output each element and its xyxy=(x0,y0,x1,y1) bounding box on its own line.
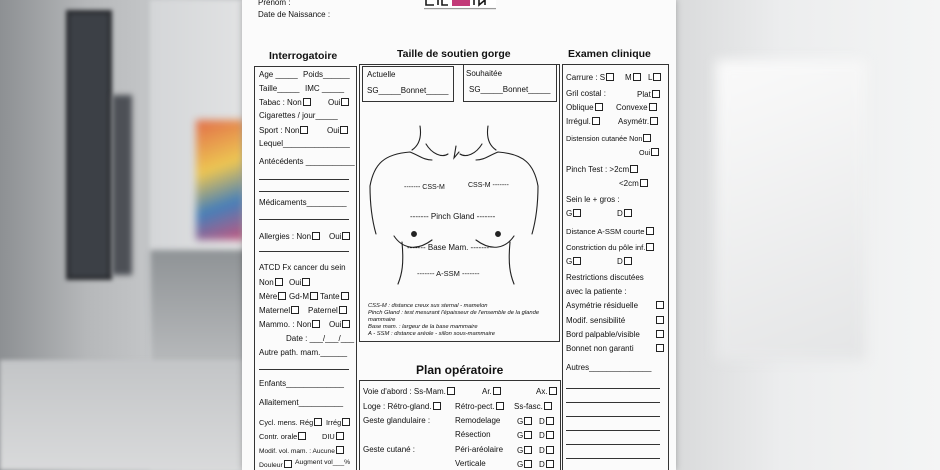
lequel-field[interactable]: Lequel_______________ xyxy=(259,139,350,148)
geste-glandulaire-label: Geste glandulaire : xyxy=(363,416,431,425)
tabac-label: Tabac : Non xyxy=(259,98,311,107)
background-picture-frame xyxy=(66,10,112,280)
voie-ssmam-checkbox[interactable] xyxy=(447,387,455,395)
sein-d-checkbox[interactable] xyxy=(624,209,632,217)
resection-d-label: D xyxy=(539,431,554,440)
peri-d-label: D xyxy=(539,446,554,455)
carrure-l-label: L xyxy=(648,73,661,82)
legend-line: Pinch Gland : test mesurant l'épaisseur de l'ensemble de la glande xyxy=(368,310,540,316)
background-floor xyxy=(0,360,250,470)
antecedents-line xyxy=(259,191,349,192)
constriction-label: Constriction du pôle inf. xyxy=(566,243,654,252)
resection-d-checkbox[interactable] xyxy=(546,431,554,439)
loge-retro-pect-checkbox[interactable] xyxy=(496,402,504,410)
modif-aucune-checkbox[interactable] xyxy=(336,446,344,454)
css-m-right-label: CSS-M ------- xyxy=(468,182,509,189)
imc-field[interactable]: IMC _____ xyxy=(305,84,345,93)
allergies-label: Allergies : Non xyxy=(259,232,320,241)
mammo-label: Mammo. : Non xyxy=(259,320,320,329)
souhaitee-size-field[interactable]: SG_____Bonnet_____ xyxy=(469,85,551,94)
contr-orale-checkbox[interactable] xyxy=(298,432,306,440)
peri-g-label: G xyxy=(517,446,532,455)
sein-gros-label: Sein le + gros : xyxy=(566,195,620,204)
background-doorway xyxy=(112,95,132,275)
plan-operatoire-title: Plan opératoire xyxy=(416,363,504,377)
mammo-date-field[interactable]: Date : ___/___/___ xyxy=(286,334,355,343)
atcd-non-checkbox[interactable] xyxy=(275,278,283,286)
remodelage-d-label: D xyxy=(539,417,554,426)
maternel-label: Maternel xyxy=(259,306,299,315)
actuelle-label: Actuelle xyxy=(367,70,396,79)
modif-sensibilite-checkbox[interactable] xyxy=(656,316,664,324)
souhaitee-label: Souhaitée xyxy=(466,69,503,78)
resection-label: Résection xyxy=(455,430,491,439)
mere-checkbox[interactable] xyxy=(278,292,286,300)
mammo-non-checkbox[interactable] xyxy=(312,320,320,328)
geste-cutane-label: Geste cutané : xyxy=(363,445,416,454)
distance-assm-checkbox[interactable] xyxy=(646,227,654,235)
asymetrie-residuelle-label: Asymétrie résiduelle xyxy=(566,301,639,310)
constriction-d-checkbox[interactable] xyxy=(624,257,632,265)
distension-oui-checkbox[interactable] xyxy=(651,148,659,156)
cigarettes-field[interactable]: Cigarettes / jour_____ xyxy=(259,111,338,120)
mere-label: Mère xyxy=(259,292,286,301)
base-mam-label: ------- Base Mam. ------- xyxy=(407,243,490,252)
gril-costal-label: Gril costal : xyxy=(566,89,607,98)
age-field[interactable]: Age _____ xyxy=(259,70,298,79)
background-window xyxy=(676,0,940,470)
constriction-g-label: G xyxy=(566,257,581,266)
sein-g-checkbox[interactable] xyxy=(573,209,581,217)
carrure-m-label: M xyxy=(625,73,641,82)
autres-field[interactable]: Autres______________ xyxy=(566,363,652,372)
allaitement-field[interactable]: Allaitement__________ xyxy=(259,398,344,407)
plat-label: Plat xyxy=(637,90,660,99)
carrure-l-checkbox[interactable] xyxy=(653,73,661,81)
gdm-label: Gd-M xyxy=(289,292,318,301)
loge-retro-pect-label: Rétro-pect. xyxy=(455,402,504,411)
actuelle-size-field[interactable]: SG_____Bonnet_____ xyxy=(367,86,449,95)
background-corridor xyxy=(150,250,250,370)
distance-assm-label: Distance A-SSM courte xyxy=(566,227,654,236)
antecedents-line xyxy=(259,179,349,180)
maternel-checkbox[interactable] xyxy=(291,306,299,314)
resection-g-label: G xyxy=(517,431,532,440)
autres-line xyxy=(566,458,660,459)
sein-d-label: D xyxy=(617,209,632,218)
loge-ss-fasc-checkbox[interactable] xyxy=(544,402,552,410)
bonnet-garanti-label: Bonnet non garanti xyxy=(566,344,634,353)
enfants-field[interactable]: Enfants_____________ xyxy=(259,379,344,388)
constriction-g-checkbox[interactable] xyxy=(573,257,581,265)
autres-line xyxy=(566,416,660,417)
plat-checkbox[interactable] xyxy=(652,90,660,98)
voie-ar-label: Ar. xyxy=(482,387,501,396)
sport-label: Sport : Non xyxy=(259,126,308,135)
paternel-checkbox[interactable] xyxy=(339,306,347,314)
autres-line xyxy=(566,402,660,403)
diagram-legend xyxy=(368,303,558,338)
pinch-gland-label: ------- Pinch Gland ------- xyxy=(410,212,496,221)
remodelage-label: Remodelage xyxy=(455,416,501,425)
oblique-checkbox[interactable] xyxy=(595,103,603,111)
verticale-g-checkbox[interactable] xyxy=(524,460,532,468)
taille-soutien-gorge-title: Taille de soutien gorge xyxy=(397,48,511,60)
medicaments-line xyxy=(259,219,349,220)
tabac-oui-label: Oui xyxy=(328,98,349,107)
sport-oui-label: Oui xyxy=(327,126,348,135)
peri-d-checkbox[interactable] xyxy=(546,446,554,454)
distension-oui-label: Oui xyxy=(639,148,659,156)
bord-palpable-label: Bord palpable/visible xyxy=(566,330,640,339)
interrogatoire-title: Interrogatoire xyxy=(269,50,338,62)
voie-ax-checkbox[interactable] xyxy=(549,387,557,395)
diu-checkbox[interactable] xyxy=(336,432,344,440)
autres-line xyxy=(566,444,660,445)
voie-abord-label: Voie d'abord : Ss-Mam. xyxy=(363,387,455,396)
irregul-label: Irrégul. xyxy=(566,117,600,126)
asymetr-checkbox[interactable] xyxy=(650,117,658,125)
voie-ar-checkbox[interactable] xyxy=(493,387,501,395)
background-hallway xyxy=(0,0,250,470)
distension-label: Distension cutanée Non xyxy=(566,134,651,142)
constriction-d-label: D xyxy=(617,257,632,266)
autre-path-field[interactable]: Autre path. mam.______ xyxy=(259,348,348,357)
douleur-checkbox[interactable] xyxy=(284,460,292,468)
allergies-oui-label: Oui xyxy=(329,232,350,241)
antecedents-field[interactable]: Antécédents ___________ xyxy=(259,157,355,166)
distension-non-checkbox[interactable] xyxy=(643,134,651,142)
a-ssm-label: ------- A-SSM ------- xyxy=(417,269,480,278)
modif-vol-label: Modif. vol. mam. : Aucune xyxy=(259,446,344,456)
tante-label: Tante xyxy=(320,292,349,301)
cycl-mens-label: Cycl. mens. Rég xyxy=(259,418,322,426)
autres-line xyxy=(566,430,660,431)
contr-orale-label: Contr. orale xyxy=(259,432,306,440)
verticale-d-label: D xyxy=(539,460,554,469)
allergies-line xyxy=(259,251,349,252)
allergies-oui-checkbox[interactable] xyxy=(342,232,350,240)
tabac-oui-checkbox[interactable] xyxy=(341,98,349,106)
mammo-oui-label: Oui xyxy=(329,320,350,329)
remodelage-g-checkbox[interactable] xyxy=(524,417,532,425)
mammo-oui-checkbox[interactable] xyxy=(342,320,350,328)
loge-ss-fasc-label: Ss-fasc. xyxy=(514,402,552,411)
cycl-irreg-checkbox[interactable] xyxy=(342,418,350,426)
consultation-form xyxy=(242,0,676,470)
sport-oui-checkbox[interactable] xyxy=(340,126,348,134)
douleur-label: Douleur xyxy=(259,460,292,470)
constriction-checkbox[interactable] xyxy=(646,243,654,251)
avec-patiente-label: avec la patiente : xyxy=(566,287,627,296)
cycl-reg-checkbox[interactable] xyxy=(314,418,322,426)
tabac-non-checkbox[interactable] xyxy=(303,98,311,106)
modif-sensibilite-label: Modif. sensibilité xyxy=(566,316,626,325)
sein-g-label: G xyxy=(566,209,581,218)
legend-line: CSS-M : distance creux sus sternal - mamelon xyxy=(368,303,488,309)
gdm-checkbox[interactable] xyxy=(310,292,318,300)
carrure-label: Carrure : S xyxy=(566,73,614,82)
examen-clinique-title: Examen clinique xyxy=(568,48,651,60)
restrictions-label: Restrictions discutées xyxy=(566,273,644,282)
atcd-oui-label: Oui xyxy=(289,278,310,287)
atcd-label: ATCD Fx cancer du sein xyxy=(259,263,346,272)
background-light-panel xyxy=(716,60,866,360)
remodelage-d-checkbox[interactable] xyxy=(546,417,554,425)
remodelage-g-label: G xyxy=(517,417,532,426)
date-naissance-label: Date de Naissance : xyxy=(258,10,331,19)
asymetrie-residuelle-checkbox[interactable] xyxy=(656,301,664,309)
prenom-label: Prénom : xyxy=(258,0,291,7)
pinch-lt2-checkbox[interactable] xyxy=(640,179,648,187)
taille-field[interactable]: Taille_____ xyxy=(259,84,300,93)
autre-path-line xyxy=(259,369,349,370)
augment-vol-field[interactable]: Augment vol___% xyxy=(295,459,351,466)
convexe-checkbox[interactable] xyxy=(649,103,657,111)
oblique-label: Oblique xyxy=(566,103,603,112)
pinch-test-label: Pinch Test : >2cm xyxy=(566,165,638,174)
verticale-g-label: G xyxy=(517,460,532,469)
torso-diagram xyxy=(362,124,552,290)
loge-label: Loge : Rétro-gland. xyxy=(363,402,441,411)
clinic-logo xyxy=(424,0,496,12)
sport-non-checkbox[interactable] xyxy=(300,126,308,134)
medicaments-field[interactable]: Médicaments_________ xyxy=(259,198,347,207)
convexe-label: Convexe xyxy=(616,103,657,112)
autres-line xyxy=(566,388,660,389)
asymetr-label: Asymétr. xyxy=(618,117,658,126)
bonnet-garanti-checkbox[interactable] xyxy=(656,344,664,352)
allergies-non-checkbox[interactable] xyxy=(312,232,320,240)
carrure-m-checkbox[interactable] xyxy=(633,73,641,81)
verticale-d-checkbox[interactable] xyxy=(546,460,554,468)
background-artwork xyxy=(196,120,244,240)
irregul-checkbox[interactable] xyxy=(592,117,600,125)
pinch-gt2-checkbox[interactable] xyxy=(630,165,638,173)
cycl-irreg-label: Irrég xyxy=(326,418,350,426)
legend-line: A - SSM : distance aréole - sillon sous-mammaire xyxy=(368,331,496,337)
resection-g-checkbox[interactable] xyxy=(524,431,532,439)
loge-retro-gland-checkbox[interactable] xyxy=(433,402,441,410)
peri-g-checkbox[interactable] xyxy=(524,446,532,454)
tante-checkbox[interactable] xyxy=(341,292,349,300)
legend-line: mammaire xyxy=(368,317,396,323)
paternel-label: Paternel xyxy=(308,306,347,315)
verticale-label: Verticale xyxy=(455,459,486,468)
css-m-left-label: ------- CSS-M xyxy=(404,184,445,191)
atcd-oui-checkbox[interactable] xyxy=(302,278,310,286)
diu-label: DIU xyxy=(322,432,344,440)
pinch-lt2-label: <2cm xyxy=(619,179,648,188)
bord-palpable-checkbox[interactable] xyxy=(656,330,664,338)
peri-areolaire-label: Péri-aréolaire xyxy=(455,445,504,454)
voie-ax-label: Ax. xyxy=(536,387,557,396)
poids-field[interactable]: Poids______ xyxy=(303,70,350,79)
carrure-s-checkbox[interactable] xyxy=(606,73,614,81)
legend-line: Base mam. : largeur de la base mammaire xyxy=(368,324,478,330)
atcd-non-label: Non xyxy=(259,278,283,287)
